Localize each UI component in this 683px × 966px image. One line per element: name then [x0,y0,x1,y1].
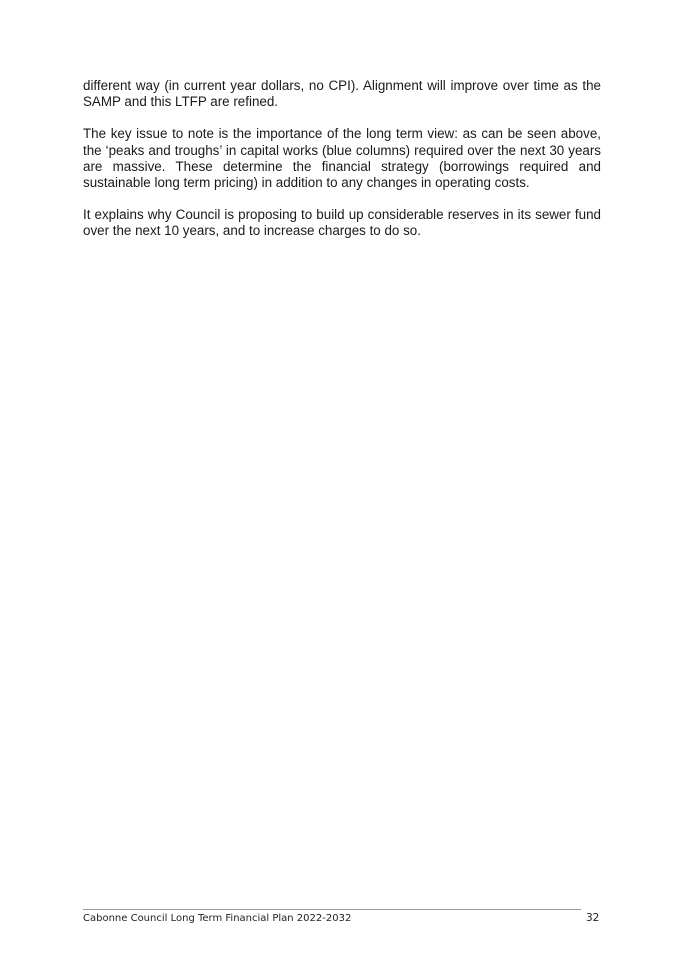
footer-document-title: Cabonne Council Long Term Financial Plan 2022-2032 [83,913,352,924]
paragraph-sewer-reserves: It explains why Council is proposing to build up considerable reserves in its sewer fund over the next 10 years, and to increase charges to do so. [83,207,601,239]
page-body [83,78,601,256]
paragraph-long-term-view: The key issue to note is the importance of the long term view: as can be seen above, the ‘peaks and troughs’ in capital works (blue columns) required over the next 30 years are massive. These determine the financial strategy (borrowings required and sustainable long term pricing) in addition to any changes in operating costs. [83,126,601,191]
paragraph-alignment: different way (in current year dollars, no CPI). Alignment will improve over time as the SAMP and this LTFP are refined. [83,78,601,110]
footer-divider [83,909,581,910]
footer-page-number: 32 [586,912,600,924]
